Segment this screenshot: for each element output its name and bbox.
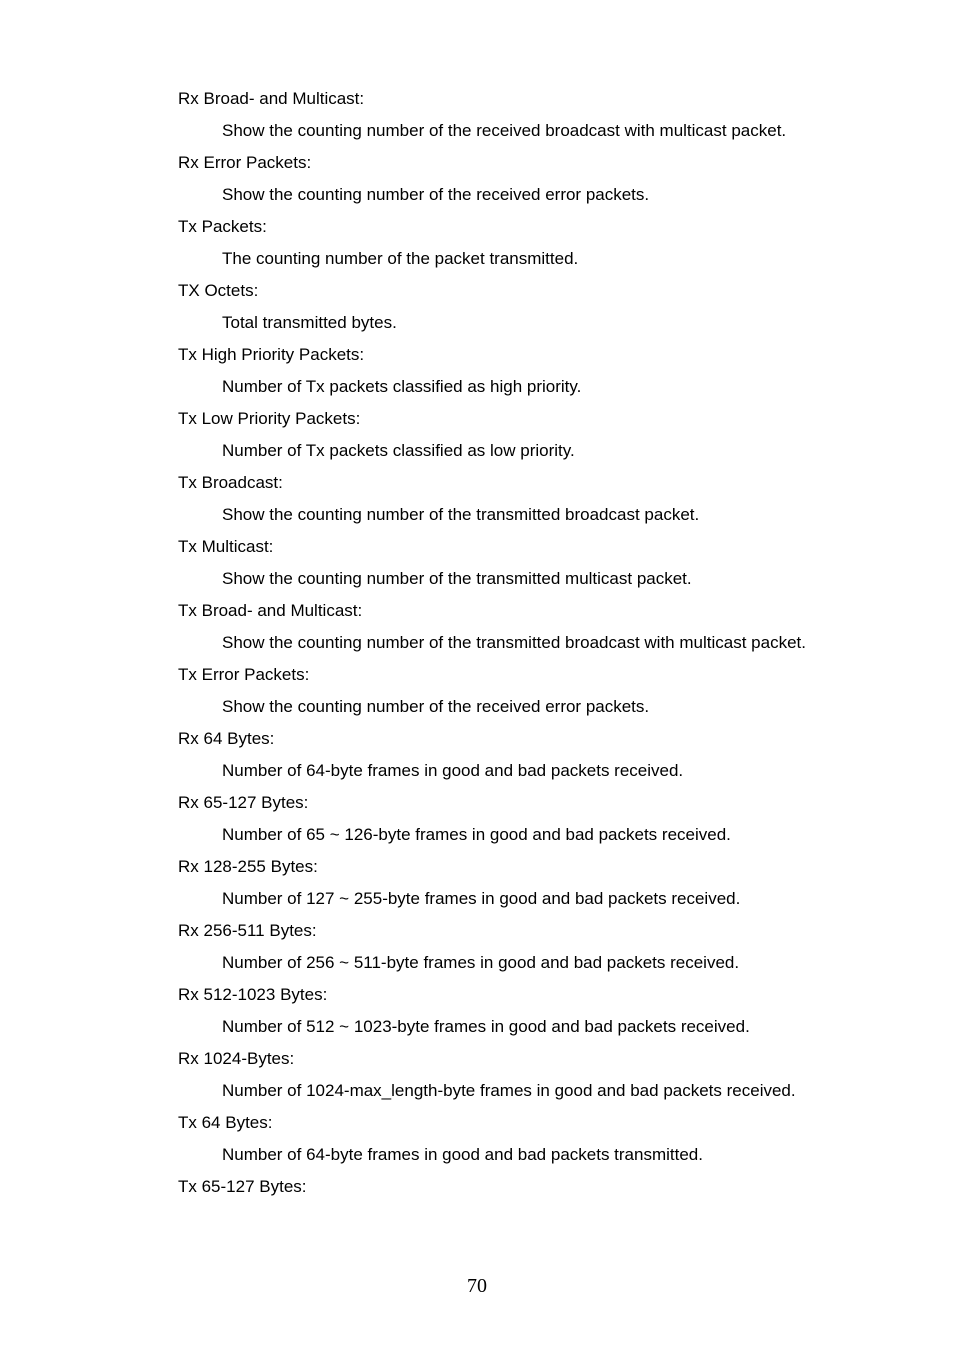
- entry-term-tx-low-priority: Tx Low Priority Packets:: [178, 409, 361, 428]
- entry-term-rx-64-bytes: Rx 64 Bytes:: [178, 729, 275, 748]
- entry-desc-tx-64-bytes: Number of 64-byte frames in good and bad packets transmitted.: [222, 1145, 703, 1164]
- entry-desc-tx-octets: Total transmitted bytes.: [222, 313, 397, 332]
- entry-desc-tx-broad-multicast: Show the counting number of the transmitted broadcast with multicast packet.: [222, 633, 806, 652]
- entry-desc-rx-256-511-bytes: Number of 256 ~ 511-byte frames in good and bad packets received.: [222, 953, 740, 972]
- entry-term-rx-128-255-bytes: Rx 128-255 Bytes:: [178, 857, 318, 876]
- entry-desc-rx-broad-multicast: Show the counting number of the received broadcast with multicast packet.: [222, 121, 787, 140]
- entry-term-tx-broad-multicast: Tx Broad- and Multicast:: [178, 601, 363, 620]
- entry-term-tx-65-127-bytes: Tx 65-127 Bytes:: [178, 1177, 307, 1196]
- entry-desc-tx-packets: The counting number of the packet transmitted.: [222, 249, 579, 268]
- entry-desc-rx-65-127-bytes: Number of 65 ~ 126-byte frames in good and bad packets received.: [222, 825, 731, 844]
- entry-desc-tx-broadcast: Show the counting number of the transmitted broadcast packet.: [222, 505, 700, 524]
- entry-desc-rx-1024-bytes: Number of 1024-max_length-byte frames in good and bad packets received.: [222, 1081, 796, 1100]
- entry-term-rx-512-1023-bytes: Rx 512-1023 Bytes:: [178, 985, 328, 1004]
- entry-term-rx-error-packets: Rx Error Packets:: [178, 153, 312, 172]
- entry-desc-rx-128-255-bytes: Number of 127 ~ 255-byte frames in good and bad packets received.: [222, 889, 741, 908]
- entry-term-rx-256-511-bytes: Rx 256-511 Bytes:: [178, 921, 317, 940]
- entry-desc-rx-64-bytes: Number of 64-byte frames in good and bad packets received.: [222, 761, 684, 780]
- entry-term-tx-error-packets: Tx Error Packets:: [178, 665, 310, 684]
- entry-desc-tx-high-priority: Number of Tx packets classified as high priority.: [222, 377, 582, 396]
- entry-desc-rx-error-packets: Show the counting number of the received error packets.: [222, 185, 650, 204]
- entry-term-tx-64-bytes: Tx 64 Bytes:: [178, 1113, 273, 1132]
- entry-term-tx-high-priority: Tx High Priority Packets:: [178, 345, 365, 364]
- definition-list: [178, 88, 820, 1208]
- entry-term-tx-broadcast: Tx Broadcast:: [178, 473, 283, 492]
- entry-term-tx-packets: Tx Packets:: [178, 217, 267, 236]
- entry-desc-tx-low-priority: Number of Tx packets classified as low priority.: [222, 441, 575, 460]
- entry-term-tx-multicast: Tx Multicast:: [178, 537, 274, 556]
- entry-term-rx-1024-bytes: Rx 1024-Bytes:: [178, 1049, 295, 1068]
- entry-term-tx-octets: TX Octets:: [178, 281, 259, 300]
- entry-term-rx-broad-multicast: Rx Broad- and Multicast:: [178, 89, 365, 108]
- page-number: 70: [467, 1275, 487, 1297]
- entry-term-rx-65-127-bytes: Rx 65-127 Bytes:: [178, 793, 309, 812]
- entry-desc-rx-512-1023-bytes: Number of 512 ~ 1023-byte frames in good and bad packets received.: [222, 1017, 750, 1036]
- entry-desc-tx-multicast: Show the counting number of the transmitted multicast packet.: [222, 569, 692, 588]
- entry-desc-tx-error-packets: Show the counting number of the received error packets.: [222, 697, 650, 716]
